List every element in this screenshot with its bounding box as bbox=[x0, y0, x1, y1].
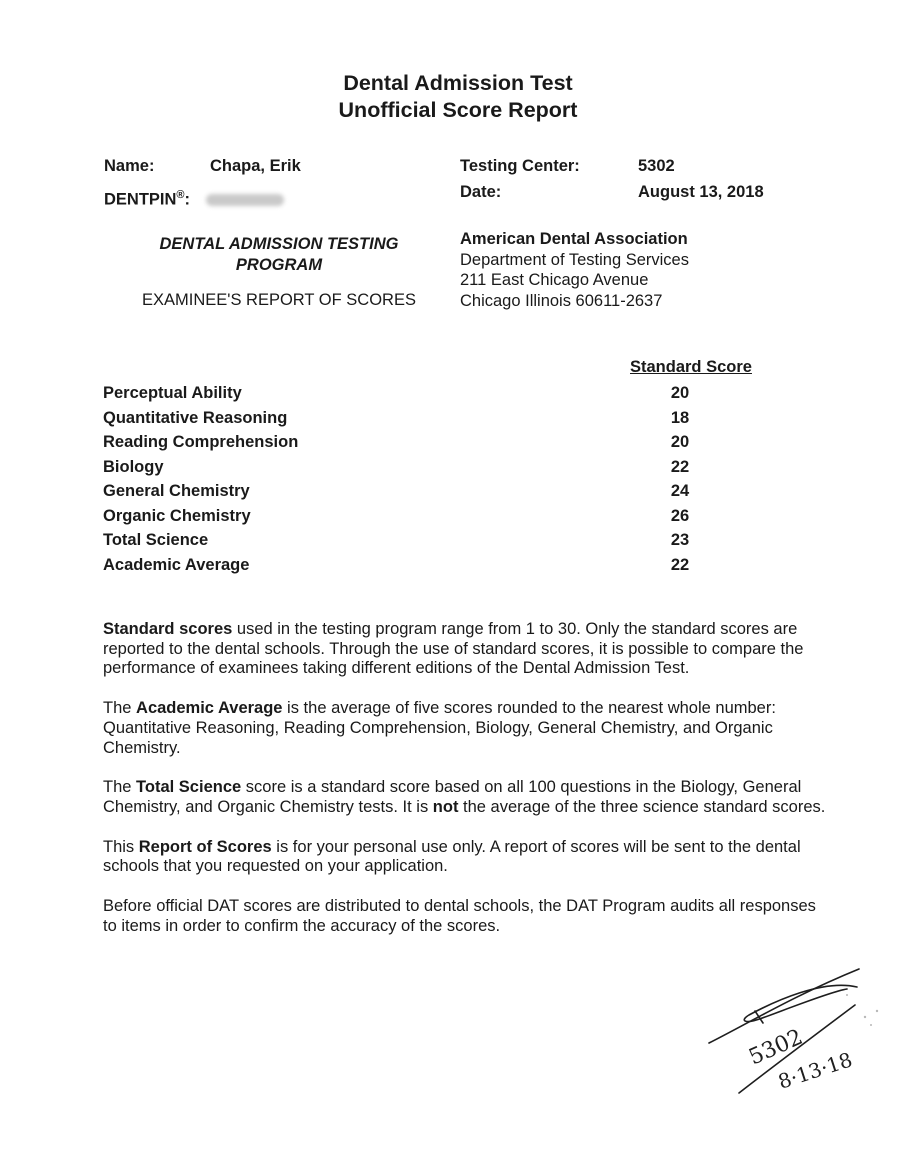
notes-section bbox=[103, 620, 833, 956]
date-value: August 13, 2018 bbox=[638, 183, 764, 201]
score-name: Organic Chemistry bbox=[103, 506, 251, 525]
score-row bbox=[103, 406, 723, 431]
score-row bbox=[103, 504, 723, 529]
score-row bbox=[103, 528, 723, 553]
handwritten-code: 5302 bbox=[745, 1024, 807, 1071]
note-standard-scores: Standard scores used in the testing program range from 1 to 30. Only the standard scores are reported to the dental schools. Through the use of standard scores, it is possible to compare the performance of examinees taking different editions of the Dental Admission Test. bbox=[103, 620, 804, 678]
name-value: Chapa, Erik bbox=[210, 157, 301, 175]
address-dept: Department of Testing Services bbox=[460, 250, 689, 269]
score-value: 22 bbox=[670, 555, 690, 574]
score-row bbox=[103, 430, 723, 455]
address-city: Chicago Illinois 60611-2637 bbox=[460, 291, 663, 310]
score-name: Quantitative Reasoning bbox=[103, 408, 288, 427]
score-row bbox=[103, 381, 723, 406]
note-report-of-scores: This Report of Scores is for your personal use only. A report of scores will be sent to the dental schools that you requested on your application. bbox=[103, 837, 801, 876]
score-name: Academic Average bbox=[103, 555, 250, 574]
score-value: 22 bbox=[670, 457, 690, 476]
address-block bbox=[460, 229, 689, 311]
program-block bbox=[124, 234, 434, 310]
score-value: 26 bbox=[670, 506, 690, 525]
name-label: Name: bbox=[104, 157, 155, 175]
score-value: 23 bbox=[670, 531, 690, 549]
testing-center-label: Testing Center: bbox=[460, 157, 580, 175]
report-title bbox=[0, 70, 900, 124]
testing-center-value: 5302 bbox=[638, 157, 675, 175]
address-org: American Dental Association bbox=[460, 230, 688, 248]
handwritten-date: 8·13·18 bbox=[775, 1047, 856, 1094]
address-street: 211 East Chicago Avenue bbox=[460, 271, 649, 289]
score-name: Biology bbox=[103, 457, 164, 476]
note-total-science: The Total Science score is a standard score based on all 100 questions in the Biology, General Chemistry, and Organic Chemistry tests. It is not the average of the three science standard scores. bbox=[103, 778, 826, 816]
score-row bbox=[103, 455, 723, 480]
standard-score-header: Standard Score bbox=[630, 358, 752, 376]
score-value: 20 bbox=[670, 433, 690, 451]
score-name: Total Science bbox=[103, 531, 209, 549]
score-name: Reading Comprehension bbox=[103, 433, 299, 451]
title-line-1: Dental Admission Test bbox=[343, 71, 573, 95]
title-line-2: Unofficial Score Report bbox=[338, 98, 578, 122]
score-value: 20 bbox=[670, 384, 690, 402]
dentpin-colon: : bbox=[184, 190, 191, 209]
note-audit: Before official DAT scores are distributed to dental schools, the DAT Program audits all responses to items in order to confirm the accuracy of the scores. bbox=[103, 897, 816, 935]
handwritten-signature bbox=[705, 965, 885, 1110]
date-label: Date: bbox=[460, 183, 502, 201]
score-value: 24 bbox=[670, 482, 690, 500]
dentpin-label: DENTPIN bbox=[104, 190, 177, 209]
signature-mark bbox=[705, 965, 885, 1105]
score-name: Perceptual Ability bbox=[103, 384, 242, 402]
program-subtitle: EXAMINEE'S REPORT OF SCORES bbox=[142, 291, 416, 309]
note-academic-average: The Academic Average is the average of five scores rounded to the nearest whole number: Quantitative Reasoning, Reading Comprehension, Biology, General Chemistry, and Organic Chemistry. bbox=[103, 699, 776, 757]
score-table bbox=[103, 381, 723, 577]
score-row bbox=[103, 479, 723, 504]
program-name-2: PROGRAM bbox=[235, 256, 323, 274]
score-name: General Chemistry bbox=[103, 482, 250, 500]
dentpin-row bbox=[104, 182, 284, 213]
score-value: 18 bbox=[670, 408, 690, 427]
redacted-dentpin bbox=[206, 194, 284, 206]
score-row bbox=[103, 553, 723, 578]
program-name-1: DENTAL ADMISSION TESTING bbox=[159, 235, 399, 253]
registered-mark: ® bbox=[176, 189, 185, 201]
